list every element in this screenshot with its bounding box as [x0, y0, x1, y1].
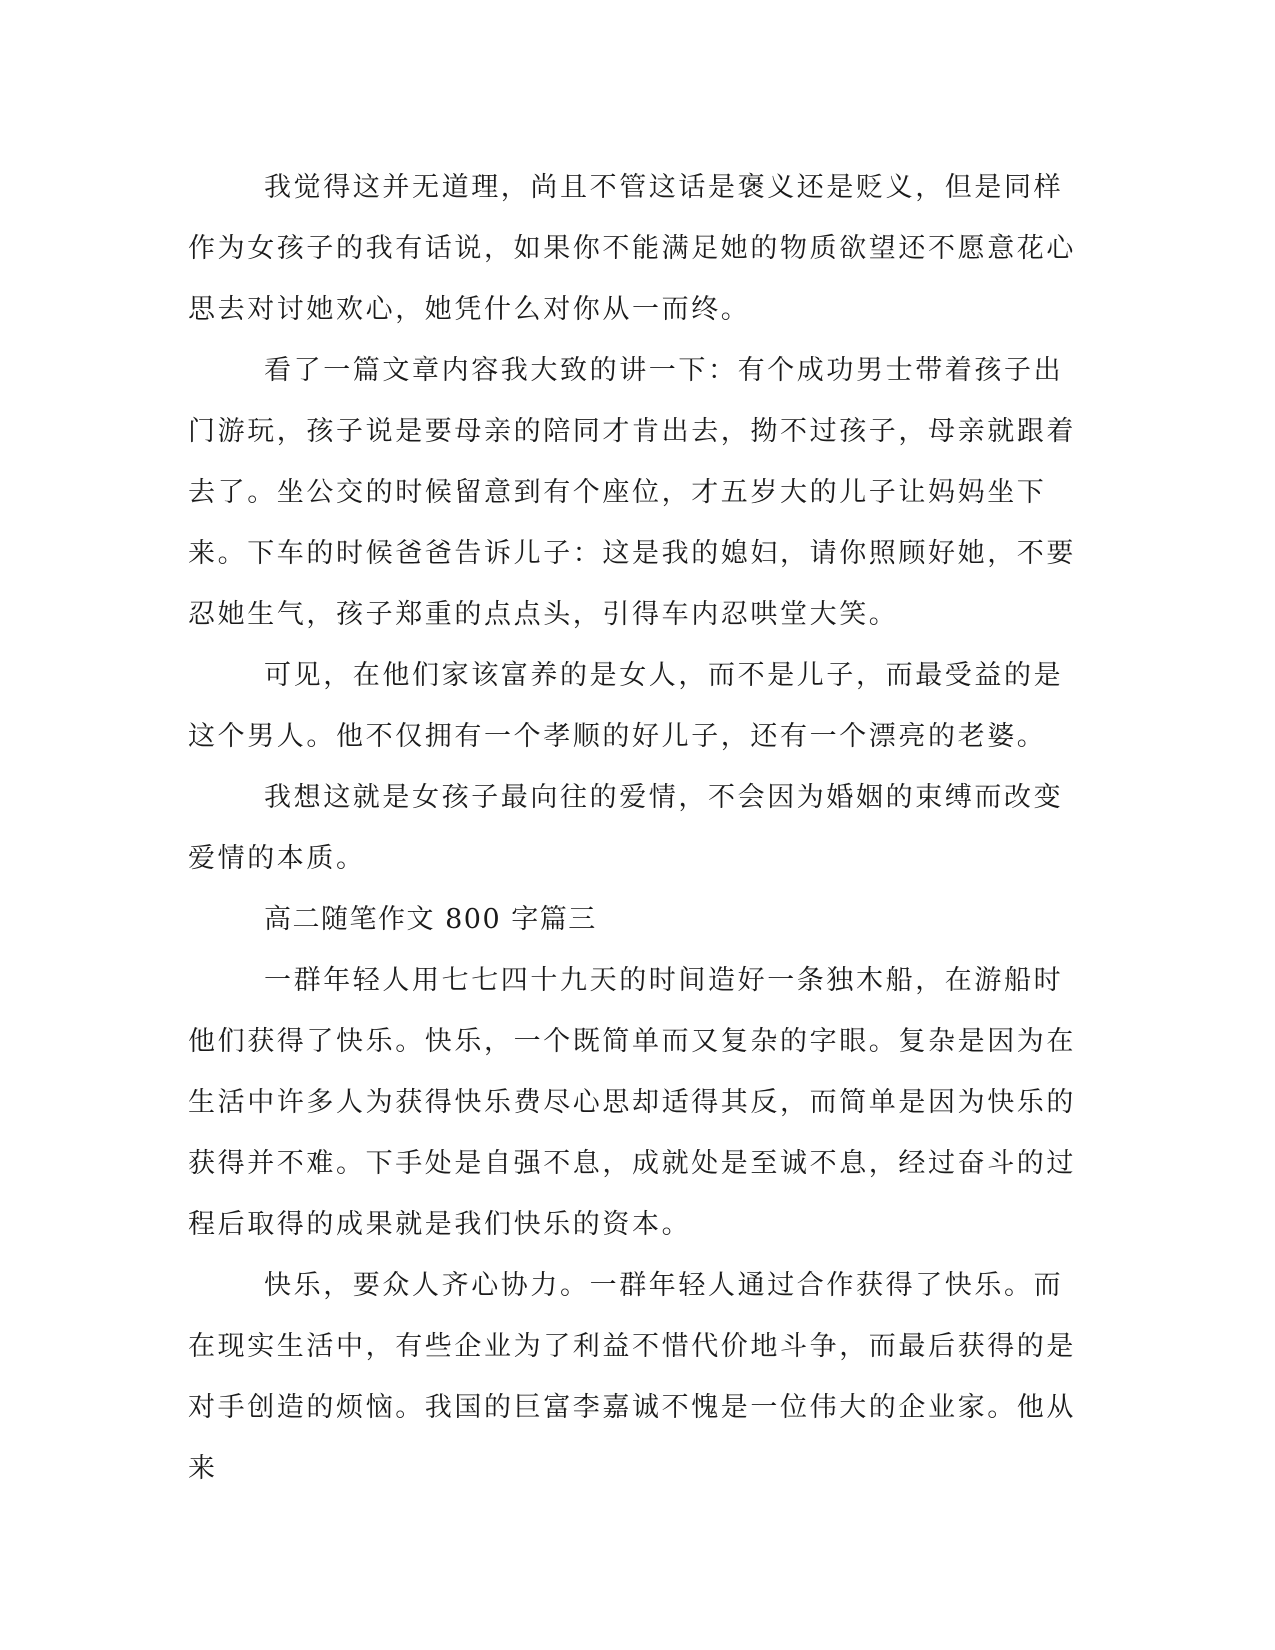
paragraph: 可见，在他们家该富养的是女人，而不是儿子，而最受益的是这个男人。他不仅拥有一个孝顺的好儿子，还有一个漂亮的老婆。 — [188, 660, 1064, 752]
paragraph: 快乐，要众人齐心协力。一群年轻人通过合作获得了快乐。而在现实生活中，有些企业为了利益不惜代价地斗争，而最后获得的是对手创造的烦恼。我国的巨富李嘉诚不愧是一位伟大的企业家。他从来 — [188, 1270, 1076, 1484]
paragraph: 一群年轻人用七七四十九天的时间造好一条独木船，在游船时他们获得了快乐。快乐，一个既简单而又复杂的字眼。复杂是因为在生活中许多人为获得快乐费尽心思却适得其反，而简单是因为快乐的获得并不难。下手处是自强不息，成就处是至诚不息，经过奋斗的过程后取得的成果就是我们快乐的资本。 — [188, 965, 1076, 1240]
section-heading: 高二随笔作文 800 字篇三 — [264, 904, 597, 935]
document-body — [188, 157, 1088, 1499]
paragraph: 看了一篇文章内容我大致的讲一下：有个成功男士带着孩子出门游玩，孩子说是要母亲的陪同才肯出去，拗不过孩子，母亲就跟着去了。坐公交的时候留意到有个座位，才五岁大的儿子让妈妈坐下来。下车的时候爸爸告诉儿子：这是我的媳妇，请你照顾好她，不要忍她生气，孩子郑重的点点头，引得车内忍哄堂大笑。 — [188, 355, 1076, 630]
paragraph: 我觉得这并无道理，尚且不管这话是褒义还是贬义，但是同样作为女孩子的我有话说，如果你不能满足她的物质欲望还不愿意花心思去对讨她欢心，她凭什么对你从一而终。 — [188, 172, 1076, 325]
paragraph: 我想这就是女孩子最向往的爱情，不会因为婚姻的束缚而改变爱情的本质。 — [188, 782, 1064, 874]
